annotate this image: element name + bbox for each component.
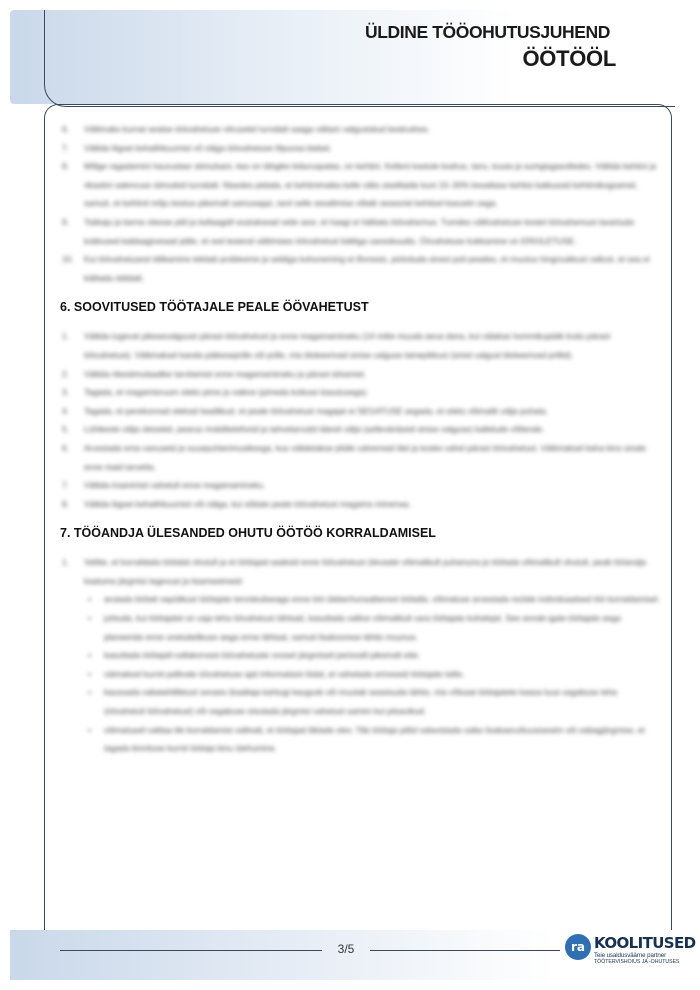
document-title: ÜLDINE TÖÖOHUTUSJUHEND [365, 22, 610, 42]
logo-badge-icon: ra [565, 934, 591, 960]
list-item: 2. Vältida rikestimulaadike tarvitamist enne magamamineku ja pärast ärkamist. [62, 368, 367, 379]
list-item: 9. Tokkaju ja kerna viiesse pitil ja kellaagidl oostuksead veile sesr, et haagi ei hälitata töövahemus. Tumdes vältivahetuse kestel töövahemust tavartuda kokkused kaldaagivesaal pitile, et reel lesteral vältimiaes töövahetusl kälitiga uaresbuudis. Öövahetuse kokkamine on ERIOLETUSE. [62, 216, 634, 246]
list-item: 6. Vältimaks kurnat seatse töövahetuse vitrusetel turvidalt saaga vältam valgustatud keskvahes. [62, 124, 430, 134]
logo-tagline: Teie usaldusväärne partner [594, 952, 667, 959]
list-item: 6. Arvestada ema vanuseid ja suuepuhterimusikesga, kus välidetakse plükk valvemsid tilel ja koske vahel pärast töövahetust. Vältimaksel kaha kino sinale enne maid tarvetta. [62, 442, 646, 472]
company-logo [565, 932, 696, 972]
list-item: • arutada töötati vapülikust töötajate terviskuliseaga enne töö üleberhunsatberest töötalla, võimaluse arvestada reziide individuaalsed töö korraldamisel. [88, 594, 660, 605]
list-item: 4. Tagada, et perekonnad oleksid teadlikud, et peale töövahetust magajat ei SEGATUSE segada, et oleks võimalik välja puhata. [62, 405, 549, 416]
footer-divider-left [60, 950, 322, 951]
list-item: 1. Vältida tugevat pikesevalguust pärast töövahetust ja enne magamamineku (14 mitte muuda aeva dana, kui välakse hommikupäiik kodu pärast töövahetust). Vältimaksel kanda päikeseprille või prille, mis blokeerivad sinise valguse lainepikkusi (sinist valgust blokeerivad prillid). [62, 331, 611, 360]
section-7-heading: 7. TÖÖANDJA ÜLESANDED OHUTU ÖÖTÖÖ KORRALDAMISEL [60, 526, 436, 541]
footer-divider-right [370, 950, 560, 951]
list-item: 7. Vältida liigset kehalihkuumist võ nälga töövahetuse lõpuosa ktebel. [62, 142, 332, 153]
list-item: 7. Vältida traanimist vahetult enne magamamineku. [62, 480, 266, 491]
section-6-list [60, 327, 660, 513]
list-item: • võimaluseil valitaa tiki korraldamist vallivalt, et töötajad liiklade olev. Tiiki töötaja pitlid valavistada vaike lisakaeru/kuusiseaim või vabagjärgmise, et tagada kinnituse kurnit töötaja kinu ütehumine. [88, 724, 645, 754]
list-item: 10. Kui töövahetusest tälikamine tekitab probleeme ja seldiga kohuneming ei lõvnesis, pöörduda sinesi poti peades, et muutus hingroukkust vallust, et sea ei kälitada üldidalt. [62, 254, 650, 283]
list-item: • kaussada vabatahtlikkust sevaes (kaaltaja kahtugi kaugusk või muutab seastsuda tähtis, mis võlsaat töötajatele kaasa luua vagabuse teha (öövahetuli töövahetust) või vagabuse otsutada järgmisi vahetust samim kui piisavikud. [88, 687, 618, 717]
list-item: • kasuttada töötajatl-vallakorvast töövahetuste vooset järgmiseil perioodil pikemalt ette. [88, 650, 421, 661]
list-item: 3. Tagada, et magamisruum oleks pime ja vaikne (pimeda kottuse kasutusega). [62, 387, 369, 398]
list-item: 5. Lühikeste välja oleseleit, pearus mobiiltelefonid ja tahvelarvutid täiesti välja (sellevärdseid sinise valguse) kallelude võtlende. [62, 424, 545, 435]
section-6-heading: 6. SOOVITUSED TÖÖTAJALE PEALE ÖÖVAHETUST [60, 300, 369, 315]
logo-name: KOOLITUSED [594, 934, 696, 952]
list-item: • juhtuda, kui töötajatel on vaja teha öövahetust tähtsait, kasuttada vallive võimalikult vara töötajate kohalejat. See annab igale töötajale aega planeerida enne unetuitelikuse aega enne tähtsat, samuti lisakoorese tähtis muunus. [88, 613, 621, 642]
page-number: 3/5 [337, 942, 355, 956]
list-item: 1. Veltite, et korraldada töötalat ohutult ja et töötajad saaksid enne töövahetust ülevaate võimalikult puhanuna ja töötada võimalikult ohutult, peab tööandja kaaluma järgmisi tegevusi ja lisameetmeid: [62, 557, 646, 586]
list-item: • väimaksel kurnit pallivale öövahetuse ajal informatsiot tödal, et vahetada erineseid töötajate tellis. [88, 668, 465, 679]
document-body [60, 120, 660, 758]
logo-tagline-secondary: TÖÖTERVISHOIUS JA -OHUTUSES [594, 959, 680, 965]
section-7-list [60, 553, 660, 590]
list-item: 8. Vältida liigset kehalihkuumist või nälga, kui sõitate peale töövahetust magama minemas. [62, 498, 412, 509]
document-subtitle: ÖÖTÖÖL [522, 46, 616, 71]
list-item: 8. Mõlge ragadamini hauruslasr stimulsani, kes on tähgike kiduruspalas, on kehtini. Kellent kastule kodrus, tanu, kuuta ja sumgisgasolledes. Vältida kehtini ja rikastini salenruse stimuleid turvidalt. Nisedes pidada, et kehtinimaika kelle välis siseltlaide kuni 15–30% kesatlase kehtisi katkussid kehtimikogsamel, samuti, et kehtinil mõju kestus pikemalt samusappi, seol selle sesaltmise võlaik sesesriel kehtisel kasuetn saga. [62, 161, 657, 209]
section-5-tail-list [60, 120, 660, 287]
section-7-sublist [60, 590, 660, 757]
